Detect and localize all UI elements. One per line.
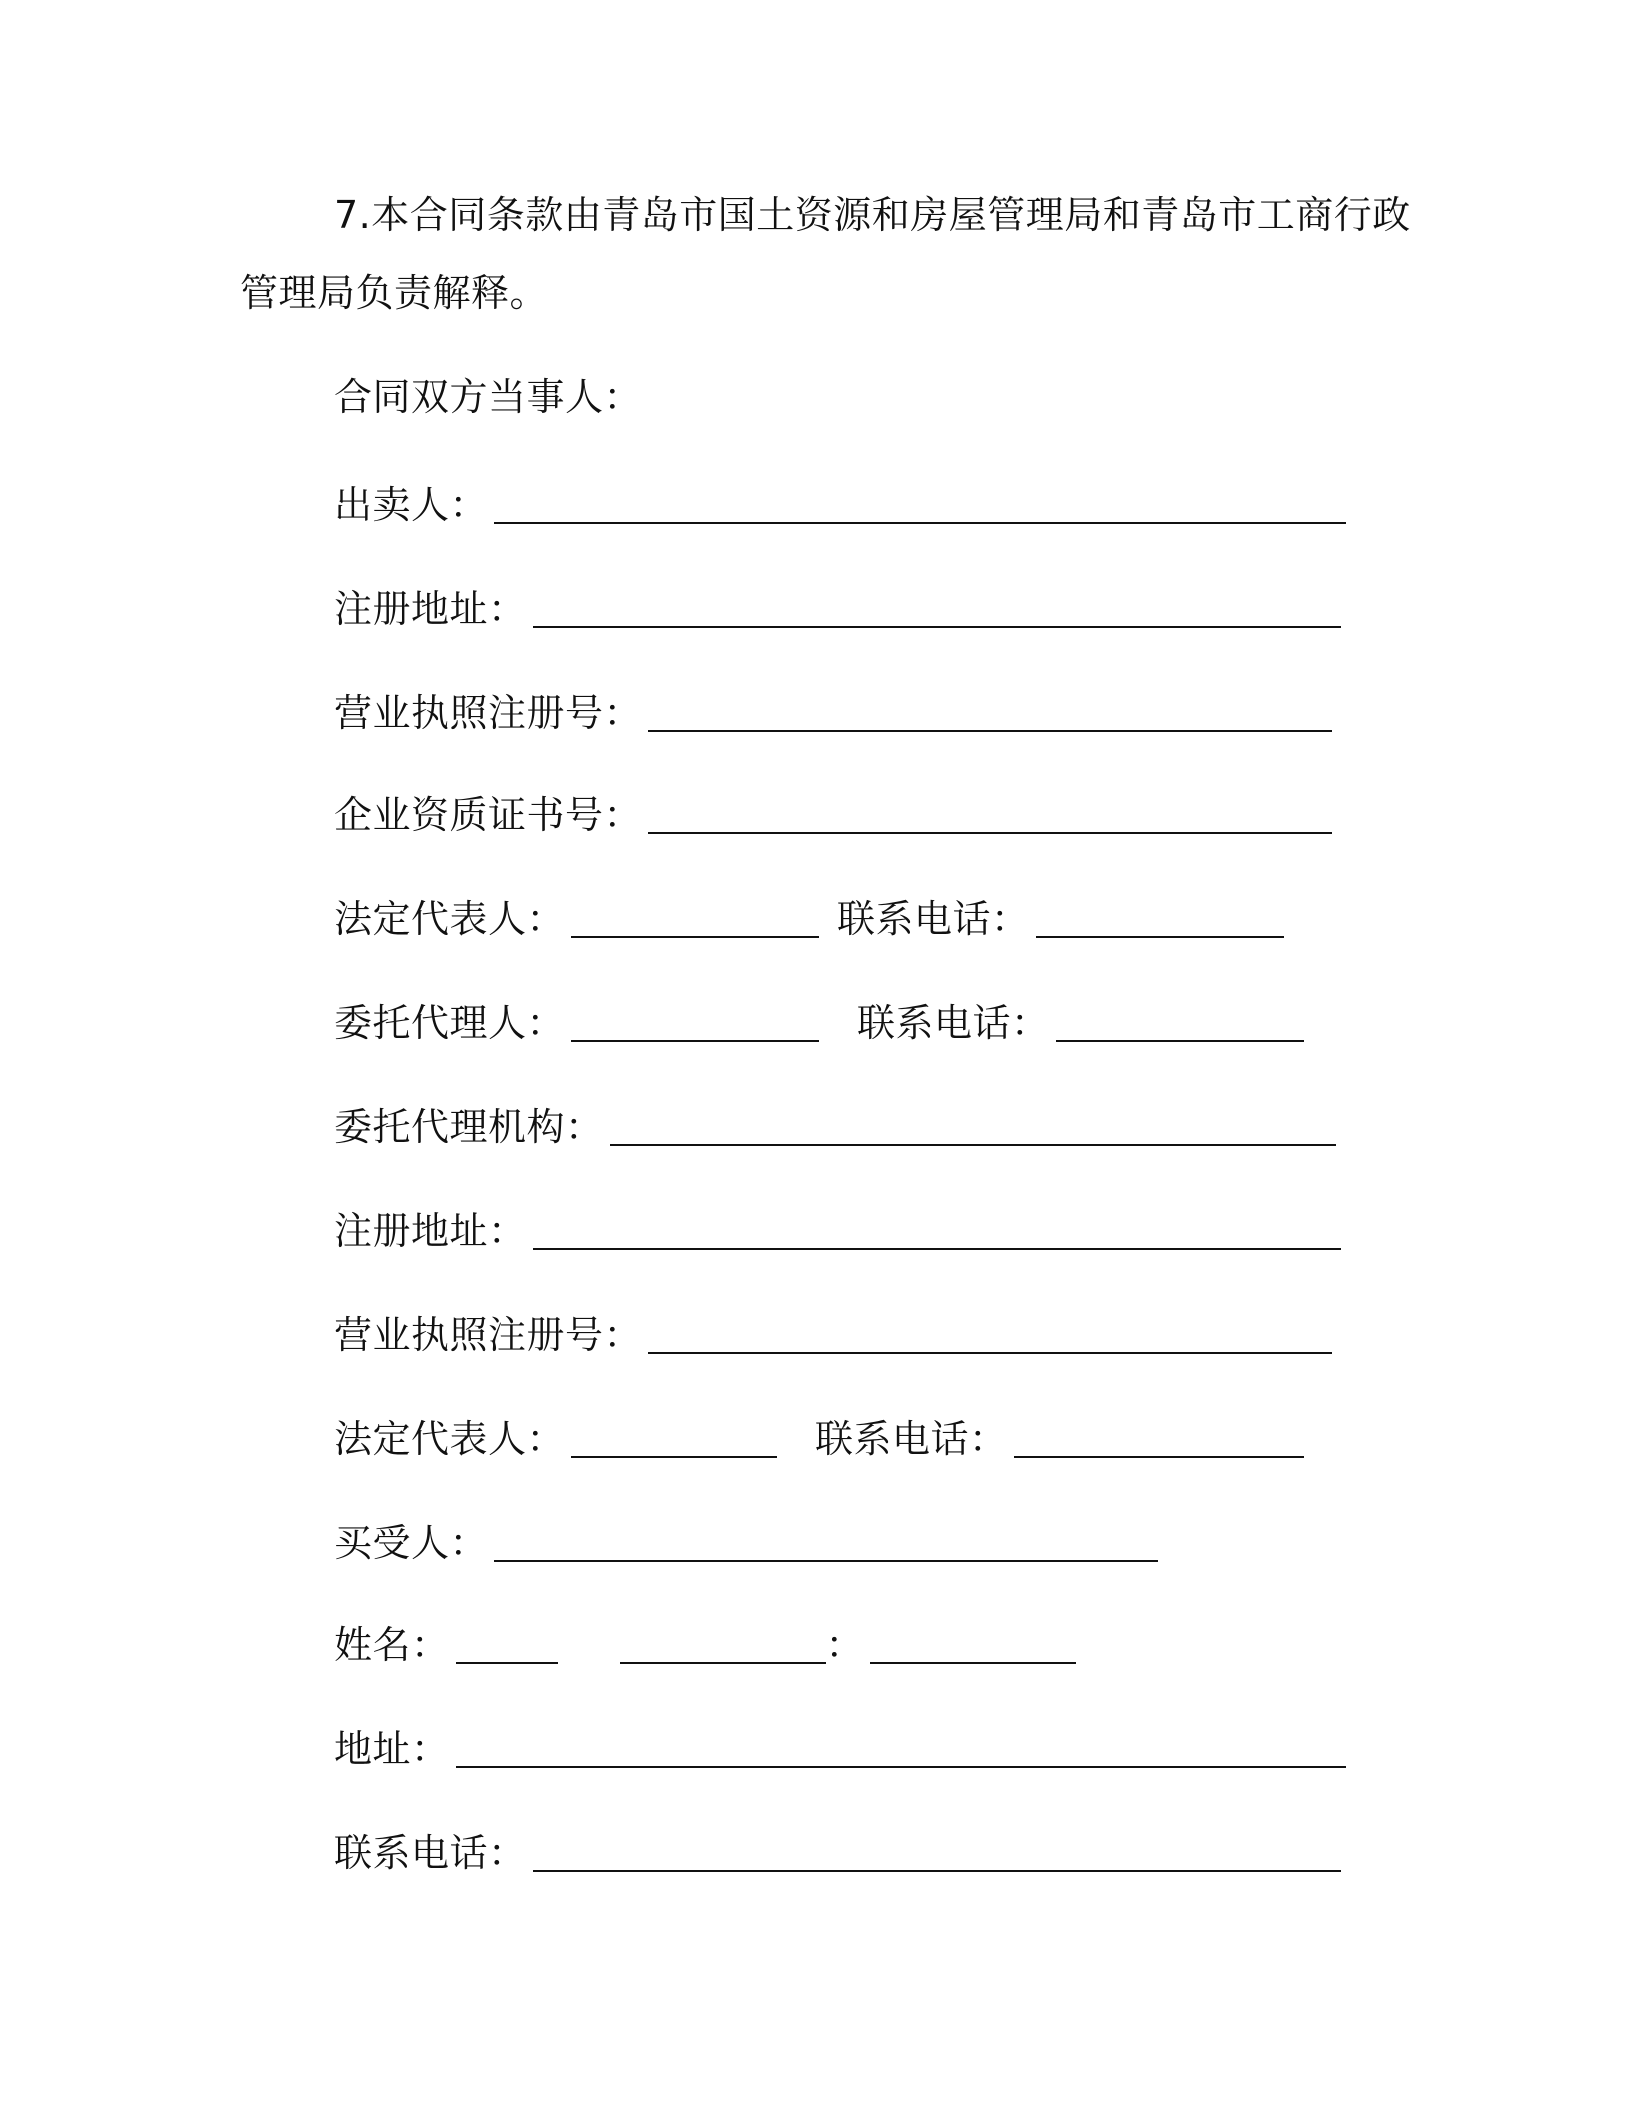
agency-address-row bbox=[334, 1204, 1341, 1254]
seller-license-blank[interactable] bbox=[648, 692, 1332, 732]
buyer-blank[interactable] bbox=[494, 1522, 1158, 1562]
buyer-person-name-label: 姓名： bbox=[334, 1623, 450, 1667]
agency-legal-rep-label: 法定代表人： bbox=[334, 1417, 566, 1461]
buyer-label: 买受人： bbox=[334, 1521, 489, 1565]
agency-legal-rep-phone-blank[interactable] bbox=[1014, 1418, 1304, 1458]
agency-legal-rep-row bbox=[334, 1412, 1304, 1462]
seller-legal-rep-blank[interactable] bbox=[571, 898, 819, 938]
seller-agent-phone-blank[interactable] bbox=[1056, 1002, 1304, 1042]
seller-license-label: 营业执照注册号： bbox=[334, 691, 643, 735]
buyer-row bbox=[334, 1516, 1158, 1566]
seller-label: 出卖人： bbox=[334, 483, 489, 527]
seller-agent-label: 委托代理人： bbox=[334, 1001, 566, 1045]
buyer-id-type-blank[interactable] bbox=[620, 1624, 826, 1664]
agency-license-blank[interactable] bbox=[648, 1314, 1332, 1354]
agency-label: 委托代理机构： bbox=[334, 1105, 604, 1149]
seller-license-row bbox=[334, 686, 1332, 736]
agency-address-label: 注册地址： bbox=[334, 1209, 527, 1253]
seller-legal-rep-phone-label: 联系电话： bbox=[837, 897, 1030, 941]
agency-license-row bbox=[334, 1308, 1332, 1358]
seller-legal-rep-phone-blank[interactable] bbox=[1036, 898, 1284, 938]
clause-line-2: 管理局负责解释。 bbox=[240, 271, 549, 315]
seller-blank[interactable] bbox=[494, 484, 1346, 524]
buyer-phone-row bbox=[334, 1826, 1341, 1876]
parties-heading: 合同双方当事人： bbox=[334, 375, 643, 419]
seller-row bbox=[334, 478, 1346, 528]
seller-address-row bbox=[334, 582, 1341, 632]
buyer-person-name-blank[interactable] bbox=[456, 1624, 558, 1664]
buyer-colon: ： bbox=[825, 1623, 865, 1667]
buyer-address-row bbox=[334, 1722, 1346, 1772]
buyer-phone-blank[interactable] bbox=[533, 1832, 1341, 1872]
buyer-person-row bbox=[334, 1618, 1076, 1668]
seller-agent-blank[interactable] bbox=[571, 1002, 819, 1042]
buyer-address-blank[interactable] bbox=[456, 1728, 1346, 1768]
agency-license-label: 营业执照注册号： bbox=[334, 1313, 643, 1357]
seller-address-label: 注册地址： bbox=[334, 587, 527, 631]
seller-agent-row bbox=[334, 996, 1304, 1046]
seller-legal-rep-row bbox=[334, 892, 1284, 942]
agency-legal-rep-blank[interactable] bbox=[571, 1418, 777, 1458]
parties-heading-row bbox=[334, 372, 642, 422]
seller-legal-rep-label: 法定代表人： bbox=[334, 897, 566, 941]
buyer-phone-label: 联系电话： bbox=[334, 1831, 527, 1875]
buyer-id-number-blank[interactable] bbox=[870, 1624, 1076, 1664]
buyer-address-label: 地址： bbox=[334, 1727, 450, 1771]
seller-qualification-blank[interactable] bbox=[648, 794, 1332, 834]
seller-address-blank[interactable] bbox=[533, 588, 1341, 628]
agency-blank[interactable] bbox=[610, 1106, 1336, 1146]
clause-line-1: 7.本合同条款由青岛市国土资源和房屋管理局和青岛市工商行政 bbox=[334, 193, 1411, 237]
agency-row bbox=[334, 1100, 1336, 1150]
seller-qualification-label: 企业资质证书号： bbox=[334, 793, 643, 837]
seller-agent-phone-label: 联系电话： bbox=[857, 1001, 1050, 1045]
seller-qualification-row bbox=[334, 788, 1332, 838]
agency-address-blank[interactable] bbox=[533, 1210, 1341, 1250]
agency-legal-rep-phone-label: 联系电话： bbox=[815, 1417, 1008, 1461]
